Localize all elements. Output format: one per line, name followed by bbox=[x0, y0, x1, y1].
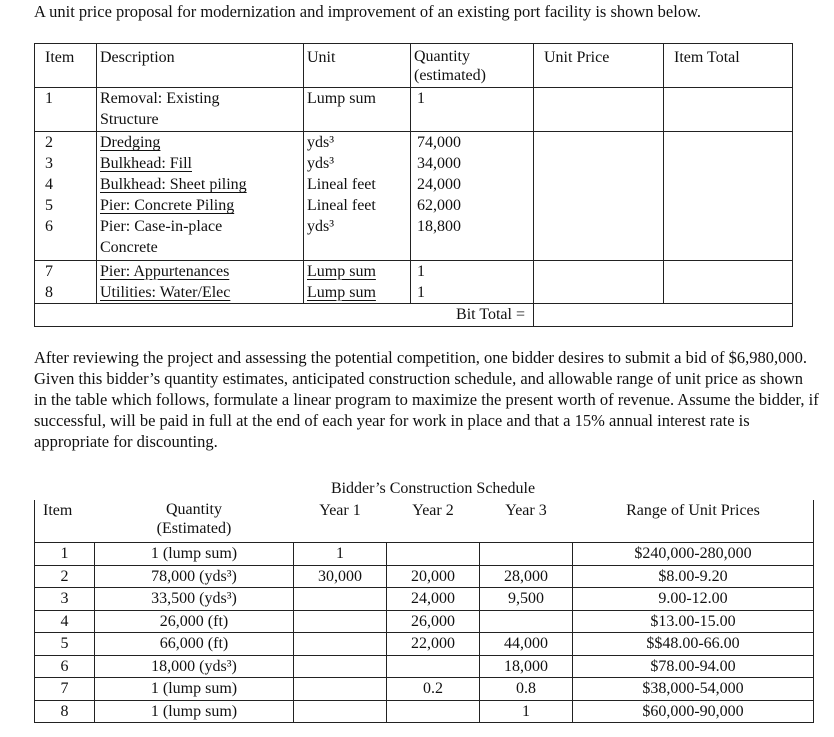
row-item: 3 bbox=[35, 588, 95, 611]
row-year1 bbox=[294, 588, 387, 611]
table-row bbox=[35, 153, 793, 174]
header-year2: Year 2 bbox=[387, 500, 480, 543]
header-year3: Year 3 bbox=[480, 500, 573, 543]
row-description: Bulkhead: Sheet piling bbox=[97, 174, 304, 195]
row-year3: 44,000 bbox=[480, 633, 573, 656]
row-year3: 9,500 bbox=[480, 588, 573, 611]
table-row bbox=[35, 610, 814, 633]
row-quantity: 1 (lump sum) bbox=[95, 700, 294, 723]
row-description: Pier: Concrete Piling bbox=[97, 195, 304, 216]
header-item: Item bbox=[35, 44, 97, 88]
row-range: $60,000-90,000 bbox=[573, 700, 814, 723]
unit-price-proposal-table bbox=[34, 43, 793, 327]
row-item: 2 bbox=[35, 132, 97, 154]
table-row bbox=[35, 132, 793, 154]
row-year3: 18,000 bbox=[480, 655, 573, 678]
row-description: Pier: Appurtenances bbox=[97, 260, 304, 282]
row-year3: 0.8 bbox=[480, 678, 573, 701]
row-item: 7 bbox=[35, 678, 95, 701]
header-quantity-line2: (estimated) bbox=[414, 67, 486, 84]
row-range: $78.00-94.00 bbox=[573, 655, 814, 678]
total-row bbox=[35, 303, 793, 326]
row-item: 1 bbox=[35, 543, 95, 566]
header-quantity-line2: (Estimated) bbox=[156, 520, 232, 537]
row-year2: 0.2 bbox=[387, 678, 480, 701]
table-row bbox=[35, 88, 793, 132]
row-description: Pier: Case-in-place Concrete bbox=[97, 216, 304, 260]
header-item-total: Item Total bbox=[664, 44, 793, 88]
row-item: 8 bbox=[35, 282, 97, 304]
row-year2 bbox=[387, 655, 480, 678]
row-unit: Lineal feet bbox=[304, 174, 411, 195]
row-quantity: 1 (lump sum) bbox=[95, 543, 294, 566]
row-year2: 26,000 bbox=[387, 610, 480, 633]
row-year1 bbox=[294, 610, 387, 633]
row-range: $8.00-9.20 bbox=[573, 565, 814, 588]
table-row bbox=[35, 700, 814, 723]
row-year1 bbox=[294, 700, 387, 723]
table-row bbox=[35, 216, 793, 260]
row-item: 5 bbox=[35, 633, 95, 656]
row-year1: 30,000 bbox=[294, 565, 387, 588]
row-quantity: 33,500 (yds³) bbox=[95, 588, 294, 611]
row-year2 bbox=[387, 543, 480, 566]
header-unit-price: Unit Price bbox=[534, 44, 664, 88]
row-year1: 1 bbox=[294, 543, 387, 566]
header-range-of-unit-prices: Range of Unit Prices bbox=[573, 500, 814, 543]
row-description: Utilities: Water/Elec bbox=[97, 282, 304, 304]
construction-schedule-table bbox=[34, 475, 814, 723]
row-range: $13.00-15.00 bbox=[573, 610, 814, 633]
bid-total-label: Bit Total = bbox=[35, 303, 534, 326]
row-description: Removal: Existing Structure bbox=[97, 88, 304, 132]
row-item: 4 bbox=[35, 174, 97, 195]
row-year1 bbox=[294, 678, 387, 701]
schedule-caption: Bidder’s Construction Schedule bbox=[330, 480, 536, 497]
table-row bbox=[35, 678, 814, 701]
header-description: Description bbox=[97, 44, 304, 88]
intro-text: A unit price proposal for modernization and improvement of an existing port facility is shown below. bbox=[34, 2, 702, 21]
table-row bbox=[35, 565, 814, 588]
header-year1: Year 1 bbox=[294, 500, 387, 543]
row-quantity: 62,000 bbox=[411, 195, 534, 216]
row-unit: Lineal feet bbox=[304, 195, 411, 216]
row-quantity: 26,000 (ft) bbox=[95, 610, 294, 633]
row-quantity: 1 bbox=[411, 88, 534, 132]
table-row bbox=[35, 588, 814, 611]
row-item: 7 bbox=[35, 260, 97, 282]
row-quantity: 24,000 bbox=[411, 174, 534, 195]
row-quantity: 78,000 (yds³) bbox=[95, 565, 294, 588]
table-row bbox=[35, 282, 793, 304]
row-range: 9.00-12.00 bbox=[573, 588, 814, 611]
row-item: 8 bbox=[35, 700, 95, 723]
row-item: 2 bbox=[35, 565, 95, 588]
row-unit: Lump sum bbox=[304, 260, 411, 282]
row-unit: yds³ bbox=[304, 132, 411, 154]
header-quantity bbox=[411, 44, 534, 88]
row-year1 bbox=[294, 633, 387, 656]
row-range: $$48.00-66.00 bbox=[573, 633, 814, 656]
table-row bbox=[35, 174, 793, 195]
row-item: 1 bbox=[35, 88, 97, 132]
row-quantity: 1 (lump sum) bbox=[95, 678, 294, 701]
row-year3: 1 bbox=[480, 700, 573, 723]
table-row bbox=[35, 195, 793, 216]
row-year3: 28,000 bbox=[480, 565, 573, 588]
row-quantity: 74,000 bbox=[411, 132, 534, 154]
header-quantity-line1: Quantity bbox=[414, 48, 470, 65]
table-header-row bbox=[35, 44, 793, 88]
bid-total-value bbox=[534, 303, 793, 326]
row-year3 bbox=[480, 543, 573, 566]
row-item: 5 bbox=[35, 195, 97, 216]
row-item: 6 bbox=[35, 655, 95, 678]
row-unit: Lump sum bbox=[304, 88, 411, 132]
row-quantity: 18,800 bbox=[411, 216, 534, 260]
row-item: 3 bbox=[35, 153, 97, 174]
row-quantity: 1 bbox=[411, 260, 534, 282]
table-row bbox=[35, 260, 793, 282]
table-row bbox=[35, 543, 814, 566]
table-header-row bbox=[35, 500, 814, 543]
row-quantity: 34,000 bbox=[411, 153, 534, 174]
row-year1 bbox=[294, 655, 387, 678]
row-description: Dredging bbox=[97, 132, 304, 154]
caption-row bbox=[35, 476, 814, 500]
header-quantity-line1: Quantity bbox=[166, 501, 222, 518]
table-row bbox=[35, 655, 814, 678]
row-quantity: 1 bbox=[411, 282, 534, 304]
row-year2: 24,000 bbox=[387, 588, 480, 611]
row-quantity: 66,000 (ft) bbox=[95, 633, 294, 656]
header-unit: Unit bbox=[304, 44, 411, 88]
header-quantity bbox=[95, 500, 294, 543]
row-unit: Lump sum bbox=[304, 282, 411, 304]
row-year3 bbox=[480, 610, 573, 633]
row-year2: 20,000 bbox=[387, 565, 480, 588]
row-year2: 22,000 bbox=[387, 633, 480, 656]
row-description: Bulkhead: Fill bbox=[97, 153, 304, 174]
row-item: 6 bbox=[35, 216, 97, 260]
row-unit: yds³ bbox=[304, 216, 411, 260]
row-quantity: 18,000 (yds³) bbox=[95, 655, 294, 678]
header-item: Item bbox=[35, 500, 95, 543]
row-range: $38,000-54,000 bbox=[573, 678, 814, 701]
row-unit: yds³ bbox=[304, 153, 411, 174]
row-item: 4 bbox=[35, 610, 95, 633]
table-row bbox=[35, 633, 814, 656]
problem-paragraph: After reviewing the project and assessing the potential competition, one bidder desires to submit a bid of $6,980,000. Given this bidder’s quantity estimates, anticipated construction schedule, and allowable range of unit price as shown in the table which follows, formulate a linear program to maximize the present worth of revenue. Assume the bidder, if successful, will be paid in full at the end of each year for work in place and that a 15% annual interest rate is appropriate for discounting. bbox=[34, 348, 819, 451]
row-year2 bbox=[387, 700, 480, 723]
row-range: $240,000-280,000 bbox=[573, 543, 814, 566]
